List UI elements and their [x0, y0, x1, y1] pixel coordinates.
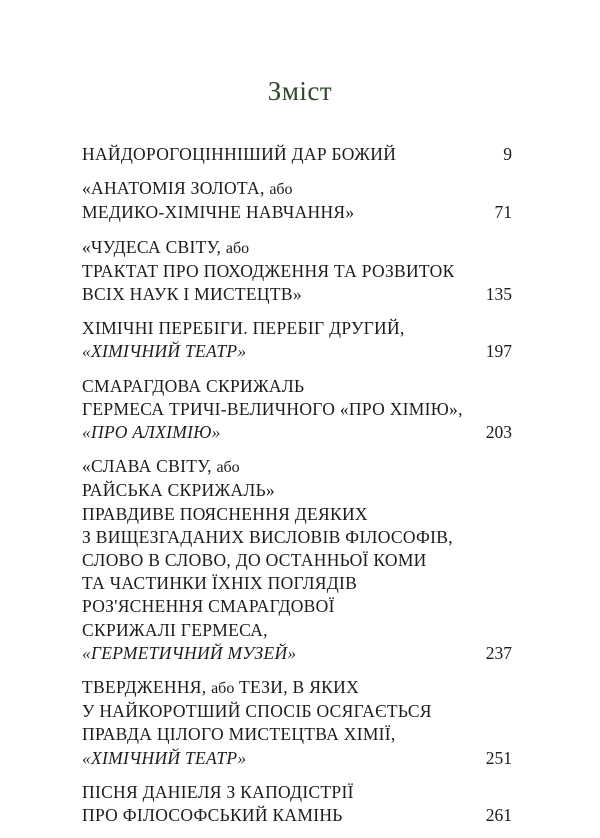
toc-page-number: 237 — [485, 642, 512, 663]
toc-entry-title-line — [82, 804, 512, 827]
toc-title-segment: ТЕЗИ, В ЯКИХ — [234, 677, 360, 698]
toc-entry-title-line — [82, 676, 512, 700]
toc-entry-title-line — [82, 781, 512, 804]
toc-entry-title-line — [82, 236, 512, 260]
toc-title-segment: ТРАКТАТ ПРО ПОХОДЖЕННЯ ТА РОЗВИТОК — [82, 260, 455, 281]
toc-title-segment: або — [211, 680, 235, 698]
toc-entry — [82, 455, 512, 665]
toc-title-segment: ПРАВДИВЕ ПОЯСНЕННЯ ДЕЯКИХ — [82, 503, 368, 524]
toc-title-segment: РОЗ'ЯСНЕННЯ СМАРАГДОВОЇ — [82, 596, 335, 617]
toc-page-number: 9 — [503, 144, 512, 164]
toc-title-segment: СЛОВО В СЛОВО, ДО ОСТАННЬОЇ КОМИ — [82, 550, 427, 571]
toc-entry-title-line — [82, 317, 512, 340]
toc-page-number: 197 — [485, 341, 512, 362]
toc-entry-title-line — [82, 143, 512, 166]
toc-page-number: 135 — [485, 284, 512, 305]
toc-title-segment: ТА ЧАСТИНКИ ЇХНІХ ПОГЛЯДІВ — [82, 573, 358, 594]
toc-page-number: 261 — [485, 805, 512, 826]
toc-entry-title-line — [82, 619, 512, 642]
toc-title-segment: «ПРО АЛХІМІЮ» — [82, 422, 221, 443]
toc-entry-title-line — [82, 723, 512, 746]
page-title: Зміст — [267, 76, 333, 106]
toc-entry — [82, 676, 512, 770]
toc-title-segment: ТВЕРДЖЕННЯ, — [82, 677, 212, 698]
toc-title-segment: «ГЕРМЕТИЧНИЙ МУЗЕЙ» — [82, 642, 297, 663]
toc-title-segment: «ХІМІЧНИЙ ТЕАТР» — [82, 341, 247, 362]
toc-page-number: 251 — [485, 747, 512, 768]
toc-title-segment: НАЙДОРОГОЦІННІШИЙ ДАР БОЖИЙ — [82, 144, 397, 164]
toc-entry — [82, 143, 512, 166]
toc-entry-title-line — [82, 526, 512, 549]
toc-title-segment: ПРО ФІЛОСОФСЬКИЙ КАМІНЬ — [82, 805, 343, 826]
toc-entry-title-line — [82, 549, 512, 572]
toc-title-segment: У НАЙКОРОТШИЙ СПОСІБ ОСЯГАЄТЬСЯ — [82, 701, 432, 722]
toc-entry-title-line — [82, 260, 512, 283]
toc-title-segment: МЕДИКО-ХІМІЧНЕ НАВЧАННЯ» — [82, 202, 355, 223]
toc-entry-title-line — [82, 177, 512, 201]
toc-entry — [82, 375, 512, 445]
toc-entry — [82, 236, 512, 307]
toc-title-segment: «ЧУДЕСА СВІТУ, — [82, 236, 226, 257]
toc-entry-title-line — [82, 421, 512, 444]
toc-entry-title-line — [82, 595, 512, 618]
toc-entry-title-line — [82, 375, 512, 398]
toc-title-segment: або — [225, 239, 250, 257]
toc-entry-title-line — [82, 572, 512, 595]
toc-title-segment: ВСІХ НАУК І МИСТЕЦТВ» — [82, 284, 302, 305]
toc-title-segment: або — [216, 459, 240, 477]
toc-entry-title-line — [82, 747, 512, 770]
toc-title-segment: «СЛАВА СВІТУ, — [82, 456, 217, 477]
toc-title-segment: РАЙСЬКА СКРИЖАЛЬ» — [82, 480, 275, 501]
toc-title-segment: ПІСНЯ ДАНІЕЛЯ З КАПОДІСТРІЇ — [82, 781, 354, 802]
toc-entry — [82, 177, 512, 224]
toc-title-segment: СКРИЖАЛІ ГЕРМЕСА, — [82, 619, 268, 640]
toc-title-segment: ГЕРМЕСА ТРИЧІ-ВЕЛИЧНОГО «ПРО ХІМІЮ», — [82, 398, 463, 419]
toc-entry-title-line — [82, 642, 512, 665]
toc-entry-title-line — [82, 398, 512, 421]
toc-entry-title-line — [82, 700, 512, 723]
toc-entry-title-line — [82, 283, 512, 306]
toc-entry-title-line — [82, 503, 512, 526]
toc-entry-title-line — [82, 479, 512, 502]
toc-page-number: 203 — [485, 422, 512, 443]
toc-title-segment: ПРАВДА ЦІЛОГО МИСТЕЦТВА ХІМІЇ, — [82, 724, 396, 745]
table-of-contents — [82, 143, 512, 838]
toc-title-segment: «АНАТОМІЯ ЗОЛОТА, — [82, 178, 270, 199]
toc-title-segment: СМАРАГДОВА СКРИЖАЛЬ — [82, 375, 305, 396]
toc-entry-title-line — [82, 201, 512, 224]
toc-entry-title-line — [82, 455, 512, 479]
toc-entry — [82, 781, 512, 827]
toc-title-segment: або — [269, 181, 293, 199]
toc-title-segment: ХІМІЧНІ ПЕРЕБІГИ. ПЕРЕБІГ ДРУГИЙ, — [82, 318, 405, 339]
toc-entry — [82, 317, 512, 363]
toc-page-number: 71 — [494, 202, 512, 223]
toc-entry-title-line — [82, 340, 512, 363]
toc-title-segment: «ХІМІЧНИЙ ТЕАТР» — [82, 747, 247, 768]
toc-title-segment: З ВИЩЕЗГАДАНИХ ВИСЛОВІВ ФІЛОСОФІВ, — [82, 526, 453, 547]
